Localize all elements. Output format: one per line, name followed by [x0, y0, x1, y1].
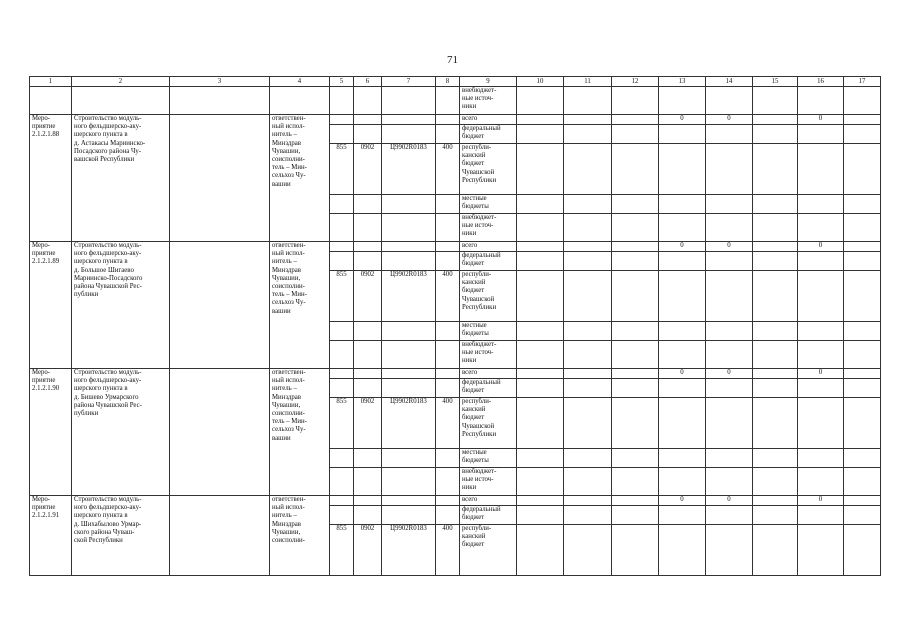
- grbs-cell: [330, 214, 354, 242]
- value-cell-12: [612, 525, 659, 576]
- value-cell-16: [798, 195, 844, 214]
- value-cell-13: [659, 195, 706, 214]
- grbs-cell: [330, 449, 354, 468]
- source-cell: внебюджет- ные источ- ники: [460, 341, 517, 369]
- grbs-cell: [330, 496, 354, 506]
- empty-cell: [382, 87, 436, 115]
- csr-cell: [382, 496, 436, 506]
- grbs-cell: [330, 379, 354, 398]
- value-cell-17: [844, 398, 881, 449]
- vr-cell: 400: [436, 144, 460, 195]
- value-cell-14: 0: [706, 369, 753, 379]
- value-cell-11: [564, 341, 612, 369]
- value-cell-14: [706, 271, 753, 322]
- empty-cell: [30, 87, 72, 115]
- header-cell-16: 16: [798, 77, 844, 87]
- value-cell-10: [517, 398, 564, 449]
- vr-cell: 400: [436, 398, 460, 449]
- value-cell-14: [706, 398, 753, 449]
- value-cell-17: [844, 115, 881, 125]
- rzpr-cell: [354, 115, 382, 125]
- value-cell-14: [706, 144, 753, 195]
- grbs-cell: [330, 322, 354, 341]
- value-cell-16: [798, 144, 844, 195]
- value-cell-12: [612, 449, 659, 468]
- value-cell-17: [844, 525, 881, 576]
- rzpr-cell: [354, 496, 382, 506]
- value-cell-11: [564, 496, 612, 506]
- grbs-cell: 855: [330, 525, 354, 576]
- value-cell-14: [706, 195, 753, 214]
- value-cell-10: [517, 496, 564, 506]
- table-row: [30, 87, 881, 115]
- header-cell-6: 6: [354, 77, 382, 87]
- source-cell: местные бюджеты: [460, 449, 517, 468]
- grbs-cell: [330, 242, 354, 252]
- value-cell-14: [706, 341, 753, 369]
- empty-cell: [354, 87, 382, 115]
- value-cell-12: [612, 398, 659, 449]
- value-cell-12: [612, 369, 659, 379]
- value-cell-15: [753, 214, 798, 242]
- vr-cell: [436, 214, 460, 242]
- source-cell: республи- канский бюджет Чувашской Республики: [460, 398, 517, 449]
- value-cell-11: [564, 468, 612, 496]
- header-cell-2: 2: [72, 77, 170, 87]
- grbs-cell: [330, 252, 354, 271]
- header-cell-10: 10: [517, 77, 564, 87]
- value-cell-11: [564, 195, 612, 214]
- value-cell-13: [659, 125, 706, 144]
- table-row: [30, 369, 881, 379]
- value-cell-11: [564, 144, 612, 195]
- empty-cell: [612, 87, 659, 115]
- table-row: [30, 496, 881, 506]
- value-cell-10: [517, 506, 564, 525]
- value-cell-10: [517, 242, 564, 252]
- vr-cell: [436, 379, 460, 398]
- value-cell-15: [753, 525, 798, 576]
- value-cell-14: [706, 468, 753, 496]
- source-cell: местные бюджеты: [460, 195, 517, 214]
- source-cell: федеральный бюджет: [460, 252, 517, 271]
- value-cell-10: [517, 379, 564, 398]
- value-cell-10: [517, 195, 564, 214]
- value-cell-10: [517, 214, 564, 242]
- value-cell-12: [612, 506, 659, 525]
- measure-id: Меро- приятие 2.1.2.1.88: [30, 115, 72, 242]
- csr-cell: Ц9902R0183: [382, 271, 436, 322]
- vr-cell: [436, 341, 460, 369]
- value-cell-15: [753, 379, 798, 398]
- value-cell-17: [844, 214, 881, 242]
- header-cell-13: 13: [659, 77, 706, 87]
- value-cell-15: [753, 398, 798, 449]
- vr-cell: [436, 125, 460, 144]
- value-cell-10: [517, 525, 564, 576]
- executor-cell: ответствен- ный испол- нитель – Минздрав Чувашии, соисполни- тель – Мин- сельхоз Чу- вашии: [270, 115, 330, 242]
- csr-cell: [382, 242, 436, 252]
- value-cell-10: [517, 449, 564, 468]
- value-cell-13: [659, 398, 706, 449]
- value-cell-17: [844, 271, 881, 322]
- value-cell-16: [798, 379, 844, 398]
- rzpr-cell: [354, 242, 382, 252]
- value-cell-16: [798, 125, 844, 144]
- source-cell: республи- канский бюджет Чувашской Республики: [460, 271, 517, 322]
- value-cell-17: [844, 252, 881, 271]
- value-cell-16: [798, 341, 844, 369]
- page-number: 71: [447, 54, 458, 66]
- value-cell-16: [798, 398, 844, 449]
- source-cell: федеральный бюджет: [460, 506, 517, 525]
- value-cell-14: 0: [706, 496, 753, 506]
- value-cell-17: [844, 449, 881, 468]
- rzpr-cell: [354, 468, 382, 496]
- header-row: [30, 77, 881, 87]
- header-cell-12: 12: [612, 77, 659, 87]
- target-cell: [170, 496, 270, 576]
- source-cell: федеральный бюджет: [460, 379, 517, 398]
- value-cell-12: [612, 115, 659, 125]
- value-cell-11: [564, 398, 612, 449]
- value-cell-16: 0: [798, 115, 844, 125]
- value-cell-14: [706, 449, 753, 468]
- measure-name: Строительство модуль- ного фельдшерско-аку- шерского пункта в д. Большое Шигаево Мариинско-Посадского района Чувашской Рес- публики: [72, 242, 170, 369]
- value-cell-16: [798, 252, 844, 271]
- header-cell-4: 4: [270, 77, 330, 87]
- value-cell-13: 0: [659, 369, 706, 379]
- value-cell-17: [844, 195, 881, 214]
- vr-cell: [436, 252, 460, 271]
- target-cell: [170, 369, 270, 496]
- csr-cell: [382, 468, 436, 496]
- value-cell-17: [844, 322, 881, 341]
- csr-cell: [382, 322, 436, 341]
- value-cell-13: [659, 449, 706, 468]
- value-cell-11: [564, 322, 612, 341]
- value-cell-14: [706, 252, 753, 271]
- source-cell: республи- канский бюджет: [460, 525, 517, 576]
- rzpr-cell: 0902: [354, 525, 382, 576]
- grbs-cell: 855: [330, 398, 354, 449]
- target-cell: [170, 115, 270, 242]
- vr-cell: 400: [436, 271, 460, 322]
- grbs-cell: [330, 115, 354, 125]
- rzpr-cell: 0902: [354, 144, 382, 195]
- vr-cell: 400: [436, 525, 460, 576]
- grbs-cell: 855: [330, 271, 354, 322]
- rzpr-cell: [354, 341, 382, 369]
- value-cell-11: [564, 214, 612, 242]
- value-cell-12: [612, 468, 659, 496]
- value-cell-17: [844, 496, 881, 506]
- csr-cell: [382, 195, 436, 214]
- measure-id: Меро- приятие 2.1.2.1.89: [30, 242, 72, 369]
- grbs-cell: [330, 341, 354, 369]
- empty-cell: [659, 87, 706, 115]
- executor-cell: ответствен- ный испол- нитель – Минздрав Чувашии, соисполни- тель – Мин- сельхоз Чу- вашии: [270, 369, 330, 496]
- value-cell-11: [564, 506, 612, 525]
- value-cell-11: [564, 242, 612, 252]
- empty-cell: [706, 87, 753, 115]
- value-cell-14: [706, 322, 753, 341]
- header-cell-14: 14: [706, 77, 753, 87]
- value-cell-11: [564, 115, 612, 125]
- value-cell-12: [612, 341, 659, 369]
- csr-cell: [382, 506, 436, 525]
- value-cell-12: [612, 379, 659, 398]
- source-cell: всего: [460, 115, 517, 125]
- source-cell: республи- канский бюджет Чувашской Республики: [460, 144, 517, 195]
- value-cell-16: [798, 449, 844, 468]
- value-cell-14: [706, 525, 753, 576]
- empty-cell: [170, 87, 270, 115]
- empty-cell: [844, 87, 881, 115]
- executor-cell: ответствен- ный испол- нитель – Минздрав Чувашии, соисполни-: [270, 496, 330, 576]
- source-cell: внебюджет- ные источ- ники: [460, 214, 517, 242]
- value-cell-17: [844, 369, 881, 379]
- value-cell-13: 0: [659, 115, 706, 125]
- value-cell-13: [659, 322, 706, 341]
- grbs-cell: [330, 195, 354, 214]
- header-cell-17: 17: [844, 77, 881, 87]
- value-cell-17: [844, 379, 881, 398]
- grbs-cell: 855: [330, 144, 354, 195]
- rzpr-cell: [354, 252, 382, 271]
- value-cell-15: [753, 252, 798, 271]
- value-cell-15: [753, 125, 798, 144]
- csr-cell: [382, 115, 436, 125]
- value-cell-12: [612, 144, 659, 195]
- value-cell-15: [753, 195, 798, 214]
- value-cell-16: 0: [798, 496, 844, 506]
- vr-cell: [436, 115, 460, 125]
- csr-cell: [382, 214, 436, 242]
- empty-cell: [564, 87, 612, 115]
- grbs-cell: [330, 369, 354, 379]
- empty-cell: [72, 87, 170, 115]
- value-cell-13: [659, 379, 706, 398]
- value-cell-12: [612, 242, 659, 252]
- value-cell-13: [659, 271, 706, 322]
- value-cell-16: [798, 214, 844, 242]
- value-cell-13: [659, 341, 706, 369]
- value-cell-15: [753, 271, 798, 322]
- table-row: [30, 115, 881, 125]
- value-cell-14: [706, 125, 753, 144]
- measure-name: Строительство модуль- ного фельдшерско-аку- шерского пункта в д. Астакасы Мариинско- Посадского района Чу- вашской Республики: [72, 115, 170, 242]
- value-cell-11: [564, 379, 612, 398]
- value-cell-14: 0: [706, 115, 753, 125]
- value-cell-12: [612, 496, 659, 506]
- value-cell-10: [517, 115, 564, 125]
- rzpr-cell: 0902: [354, 271, 382, 322]
- value-cell-16: [798, 525, 844, 576]
- value-cell-16: [798, 468, 844, 496]
- rzpr-cell: [354, 449, 382, 468]
- csr-cell: [382, 125, 436, 144]
- value-cell-11: [564, 125, 612, 144]
- empty-cell: [798, 87, 844, 115]
- value-cell-16: [798, 271, 844, 322]
- value-cell-13: [659, 144, 706, 195]
- value-cell-10: [517, 125, 564, 144]
- rzpr-cell: [354, 214, 382, 242]
- value-cell-10: [517, 341, 564, 369]
- source-cell: всего: [460, 242, 517, 252]
- grbs-cell: [330, 506, 354, 525]
- value-cell-12: [612, 322, 659, 341]
- csr-cell: Ц9902R0183: [382, 525, 436, 576]
- value-cell-16: [798, 322, 844, 341]
- program-table: [29, 76, 881, 576]
- header-cell-5: 5: [330, 77, 354, 87]
- value-cell-17: [844, 506, 881, 525]
- value-cell-11: [564, 369, 612, 379]
- empty-cell: [436, 87, 460, 115]
- value-cell-12: [612, 195, 659, 214]
- csr-cell: [382, 341, 436, 369]
- value-cell-10: [517, 369, 564, 379]
- csr-cell: [382, 449, 436, 468]
- value-cell-10: [517, 322, 564, 341]
- value-cell-10: [517, 144, 564, 195]
- empty-cell: [753, 87, 798, 115]
- value-cell-15: [753, 341, 798, 369]
- header-cell-8: 8: [436, 77, 460, 87]
- vr-cell: [436, 242, 460, 252]
- source-cell: внебюджет- ные источ- ники: [460, 87, 517, 115]
- csr-cell: [382, 252, 436, 271]
- value-cell-15: [753, 468, 798, 496]
- measure-id: Меро- приятие 2.1.2.1.91: [30, 496, 72, 576]
- csr-cell: [382, 369, 436, 379]
- vr-cell: [436, 468, 460, 496]
- value-cell-16: 0: [798, 242, 844, 252]
- csr-cell: [382, 379, 436, 398]
- value-cell-13: [659, 468, 706, 496]
- source-cell: федеральный бюджет: [460, 125, 517, 144]
- value-cell-11: [564, 252, 612, 271]
- header-cell-15: 15: [753, 77, 798, 87]
- value-cell-15: [753, 506, 798, 525]
- value-cell-16: [798, 506, 844, 525]
- value-cell-15: [753, 496, 798, 506]
- value-cell-14: [706, 506, 753, 525]
- measure-name: Строительство модуль- ного фельдшерско-аку- шерского пункта в д. Бишево Урмарского района Чувашской Рес- публики: [72, 369, 170, 496]
- value-cell-13: 0: [659, 496, 706, 506]
- csr-cell: Ц9902R0183: [382, 144, 436, 195]
- value-cell-16: 0: [798, 369, 844, 379]
- source-cell: всего: [460, 496, 517, 506]
- rzpr-cell: 0902: [354, 398, 382, 449]
- rzpr-cell: [354, 125, 382, 144]
- source-cell: внебюджет- ные источ- ники: [460, 468, 517, 496]
- value-cell-10: [517, 252, 564, 271]
- value-cell-12: [612, 125, 659, 144]
- header-cell-9: 9: [460, 77, 517, 87]
- value-cell-11: [564, 525, 612, 576]
- executor-cell: ответствен- ный испол- нитель – Минздрав Чувашии, соисполни- тель – Мин- сельхоз Чу- вашии: [270, 242, 330, 369]
- target-cell: [170, 242, 270, 369]
- source-cell: местные бюджеты: [460, 322, 517, 341]
- grbs-cell: [330, 125, 354, 144]
- header-cell-7: 7: [382, 77, 436, 87]
- value-cell-10: [517, 271, 564, 322]
- value-cell-12: [612, 214, 659, 242]
- rzpr-cell: [354, 369, 382, 379]
- value-cell-13: [659, 525, 706, 576]
- vr-cell: [436, 369, 460, 379]
- measure-id: Меро- приятие 2.1.2.1.90: [30, 369, 72, 496]
- value-cell-14: [706, 379, 753, 398]
- rzpr-cell: [354, 379, 382, 398]
- rzpr-cell: [354, 506, 382, 525]
- value-cell-15: [753, 369, 798, 379]
- value-cell-13: [659, 214, 706, 242]
- value-cell-12: [612, 252, 659, 271]
- measure-name: Строительство модуль- ного фельдшерско-аку- шерского пункта в д. Шихабылово Урмар- ского района Чуваш- ской Республики: [72, 496, 170, 576]
- value-cell-15: [753, 242, 798, 252]
- value-cell-17: [844, 144, 881, 195]
- value-cell-15: [753, 449, 798, 468]
- csr-cell: Ц9902R0183: [382, 398, 436, 449]
- vr-cell: [436, 195, 460, 214]
- value-cell-17: [844, 341, 881, 369]
- value-cell-11: [564, 449, 612, 468]
- table-row: [30, 242, 881, 252]
- header-cell-3: 3: [170, 77, 270, 87]
- header-cell-1: 1: [30, 77, 72, 87]
- value-cell-14: 0: [706, 242, 753, 252]
- value-cell-12: [612, 271, 659, 322]
- grbs-cell: [330, 468, 354, 496]
- value-cell-13: 0: [659, 242, 706, 252]
- vr-cell: [436, 506, 460, 525]
- value-cell-13: [659, 506, 706, 525]
- source-cell: всего: [460, 369, 517, 379]
- value-cell-15: [753, 115, 798, 125]
- empty-cell: [517, 87, 564, 115]
- vr-cell: [436, 322, 460, 341]
- empty-cell: [330, 87, 354, 115]
- value-cell-11: [564, 271, 612, 322]
- value-cell-15: [753, 322, 798, 341]
- rzpr-cell: [354, 195, 382, 214]
- value-cell-17: [844, 125, 881, 144]
- vr-cell: [436, 496, 460, 506]
- empty-cell: [270, 87, 330, 115]
- value-cell-17: [844, 468, 881, 496]
- vr-cell: [436, 449, 460, 468]
- rzpr-cell: [354, 322, 382, 341]
- value-cell-14: [706, 214, 753, 242]
- value-cell-13: [659, 252, 706, 271]
- value-cell-17: [844, 242, 881, 252]
- header-cell-11: 11: [564, 77, 612, 87]
- value-cell-15: [753, 144, 798, 195]
- value-cell-10: [517, 468, 564, 496]
